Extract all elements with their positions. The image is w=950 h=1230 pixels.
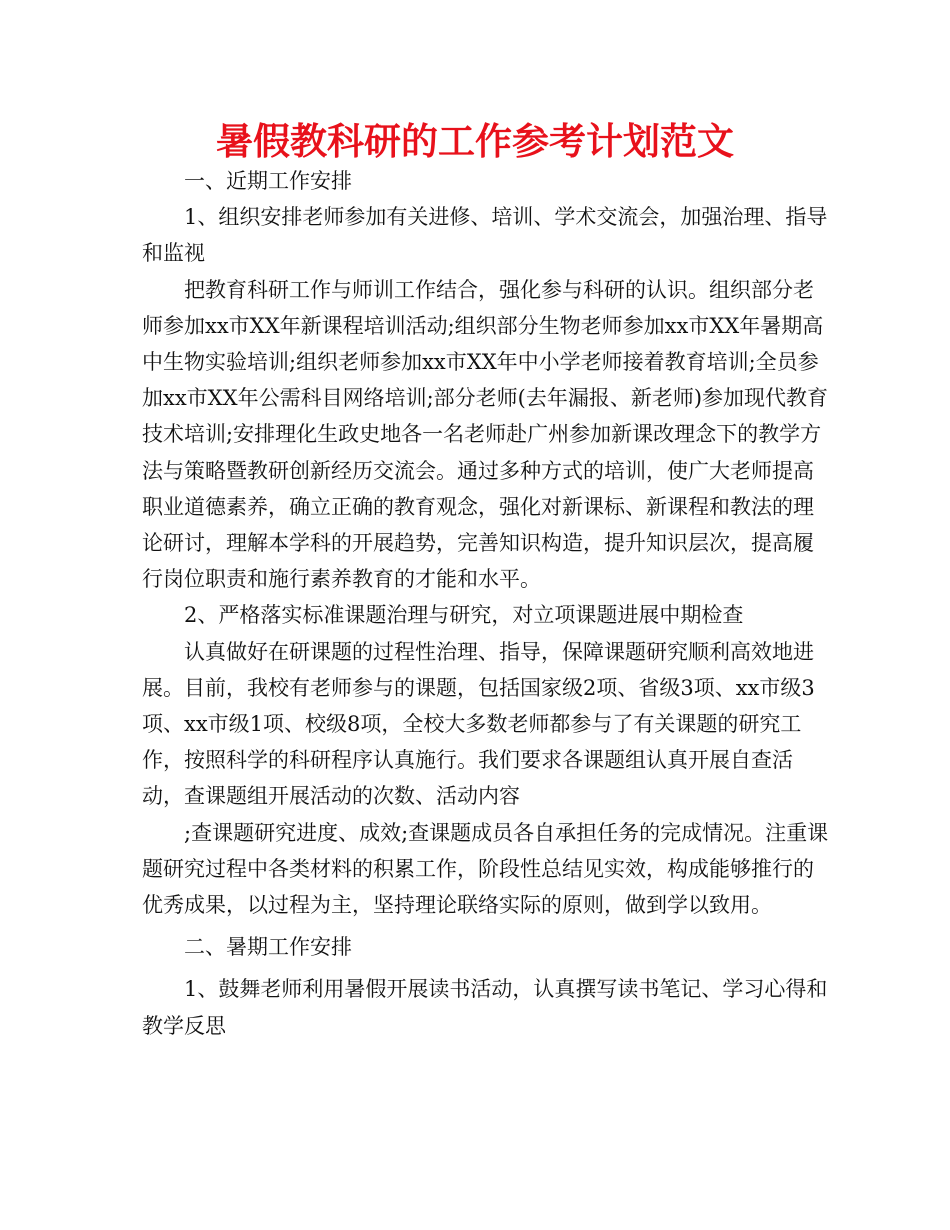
section-heading-2: 二、暑期工作安排 <box>184 935 352 960</box>
paragraph-training: 把教育科研工作与师训工作结合，强化参与科研的认识。组织部分老师参加xx市XX年新课程培训活动;组织部分生物老师参加xx市XX年暑期高中生物实验培训;组织老师参加xx市XX年中小学老师接着教育培训;全员参加xx市XX年公需科目网络培训;部分老师(去年漏报、新老师)参加现代教育技术培训;安排理化生政史地各一名老师赴广州参加新课改理念下的教学方法与策略暨教研创新经历交流会。通过多种方式的培训，使广大老师提高职业道德素养，确立正确的教育观念，强化对新课标、新课程和教法的理论研讨，理解本学科的开展趋势，完善知识构造，提升知识层次，提高履行岗位职责和施行素养教育的才能和水平。 <box>142 277 829 592</box>
document-body <box>142 163 830 1044</box>
item-heading-2-1: 1、鼓舞老师利用暑假开展读书活动，认真撰写读书笔记、学习心得和教学反思 <box>142 977 828 1038</box>
document-title: 暑假教科研的工作参考计划范文 <box>216 120 734 163</box>
paragraph-research-continued: ;查课题研究进度、成效;查课题成员各自承担任务的完成情况。注重课题研究过程中各类材料的积累工作，阶段性总结见实效，构成能够推行的优秀成果，以过程为主，坚持理论联络实际的原则，做到学以致用。 <box>142 820 829 918</box>
item-heading-1-2: 2、严格落实标准课题治理与研究，对立项课题进展中期检查 <box>184 603 744 628</box>
paragraph-research: 认真做好在研课题的过程性治理、指导，保障课题研究顺利高效地进展。目前，我校有老师参与的课题，包括国家级2项、省级3项、xx市级3项、xx市级1项、校级8项，全校大多数老师都参与了有关课题的研究工作，按照科学的科研程序认真施行。我们要求各课题组认真开展自查活动，查课题组开展活动的次数、活动内容 <box>142 639 815 809</box>
item-heading-1-1: 1、组织安排老师参加有关进修、培训、学术交流会，加强治理、指导和监视 <box>142 205 828 266</box>
section-heading-1: 一、近期工作安排 <box>184 169 352 193</box>
